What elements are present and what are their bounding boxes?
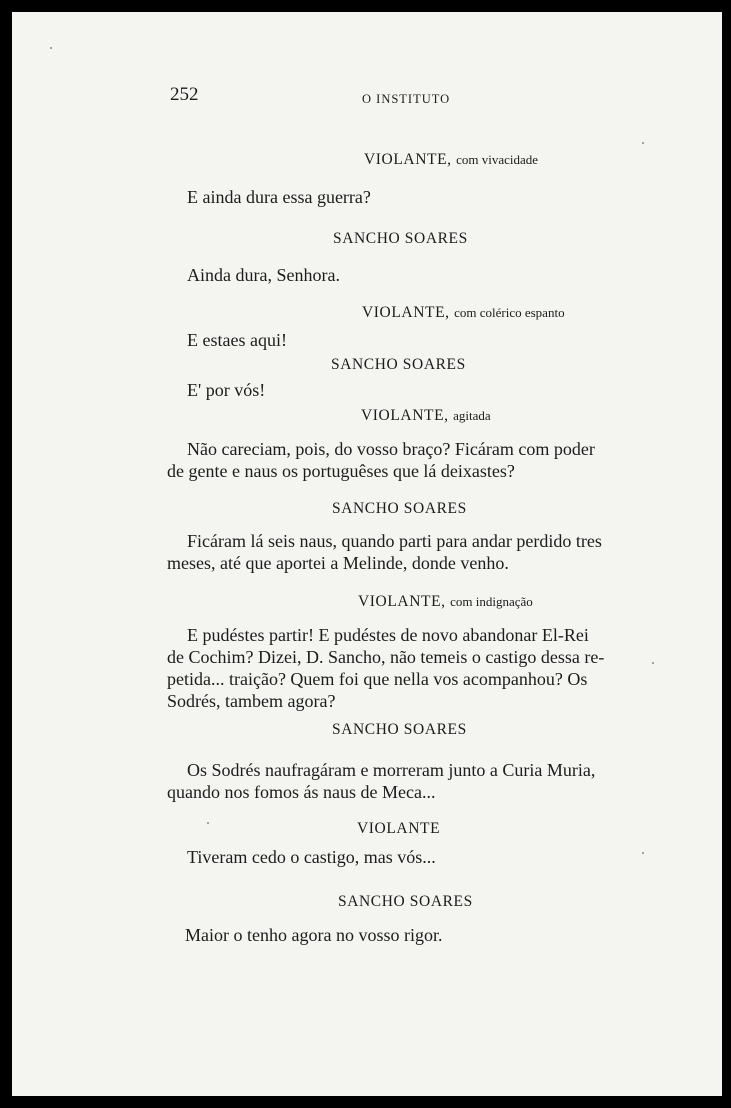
speaker-name: SANCHO SOARES bbox=[331, 356, 466, 373]
speech-paragraph bbox=[167, 530, 637, 574]
speech-line: Os Sodrés naufragáram e morreram junto a Curia Muria, bbox=[187, 760, 596, 780]
book-page bbox=[12, 12, 722, 1096]
speech-line: Ainda dura, Senhora. bbox=[187, 265, 340, 285]
speech-line: Maior o tenho agora no vosso rigor. bbox=[185, 925, 443, 945]
stage-direction: com vivacidade bbox=[456, 152, 539, 167]
page-number: 252 bbox=[170, 84, 199, 105]
speaker-name: VIOLANTE, bbox=[364, 151, 452, 168]
speech-line: Tiveram cedo o castigo, mas vós... bbox=[187, 847, 436, 867]
speech-line: de Cochim? Dizei, D. Sancho, não temeis o castigo dessa re- bbox=[167, 647, 605, 667]
speech-paragraph bbox=[167, 438, 637, 482]
speech-line: E ainda dura essa guerra? bbox=[187, 187, 371, 207]
speech-line: petida... traição? Quem foi que nella vos acompanhou? Os bbox=[167, 669, 588, 689]
speech-line: quando nos fomos ás naus de Meca... bbox=[167, 782, 436, 802]
speech-line: E estaes aqui! bbox=[187, 330, 287, 350]
speech-line: E' por vós! bbox=[187, 380, 266, 400]
speech-line: Sodrés, tambem agora? bbox=[167, 691, 336, 711]
stage-direction: com colérico espanto bbox=[454, 305, 565, 320]
speaker-name: SANCHO SOARES bbox=[338, 893, 473, 910]
speech-line: Ficáram lá seis naus, quando parti para andar perdido tres bbox=[187, 531, 602, 551]
speaker-name: SANCHO SOARES bbox=[332, 500, 467, 517]
scan-speck bbox=[642, 142, 644, 144]
speech-line: Não careciam, pois, do vosso braço? Ficáram com poder bbox=[187, 439, 595, 459]
speaker-label bbox=[358, 593, 533, 611]
speech-line: meses, até que aportei a Melinde, donde venho. bbox=[167, 553, 509, 573]
speaker-name: VIOLANTE, bbox=[362, 304, 450, 321]
speaker-name: SANCHO SOARES bbox=[333, 230, 468, 247]
speaker-name: VIOLANTE, bbox=[361, 407, 449, 424]
scan-speck bbox=[652, 662, 654, 664]
speaker-label bbox=[361, 407, 491, 425]
scan-speck bbox=[642, 852, 644, 854]
speaker-name: SANCHO SOARES bbox=[332, 721, 467, 738]
stage-direction: com indignação bbox=[450, 594, 533, 609]
speech-paragraph bbox=[167, 624, 637, 712]
scan-speck bbox=[207, 822, 209, 824]
speech-line: E pudéstes partir! E pudéstes de novo abandonar El-Rei bbox=[187, 625, 589, 645]
running-title: O INSTITUTO bbox=[362, 92, 451, 106]
speaker-name: VIOLANTE, bbox=[358, 593, 446, 610]
speaker-name: VIOLANTE bbox=[357, 820, 441, 837]
scan-speck bbox=[50, 47, 52, 49]
speaker-label bbox=[364, 151, 538, 169]
speech-paragraph bbox=[167, 759, 637, 803]
speaker-label bbox=[362, 304, 565, 322]
stage-direction: agitada bbox=[453, 408, 491, 423]
speech-line: de gente e naus os portuguêses que lá deixastes? bbox=[167, 461, 515, 481]
